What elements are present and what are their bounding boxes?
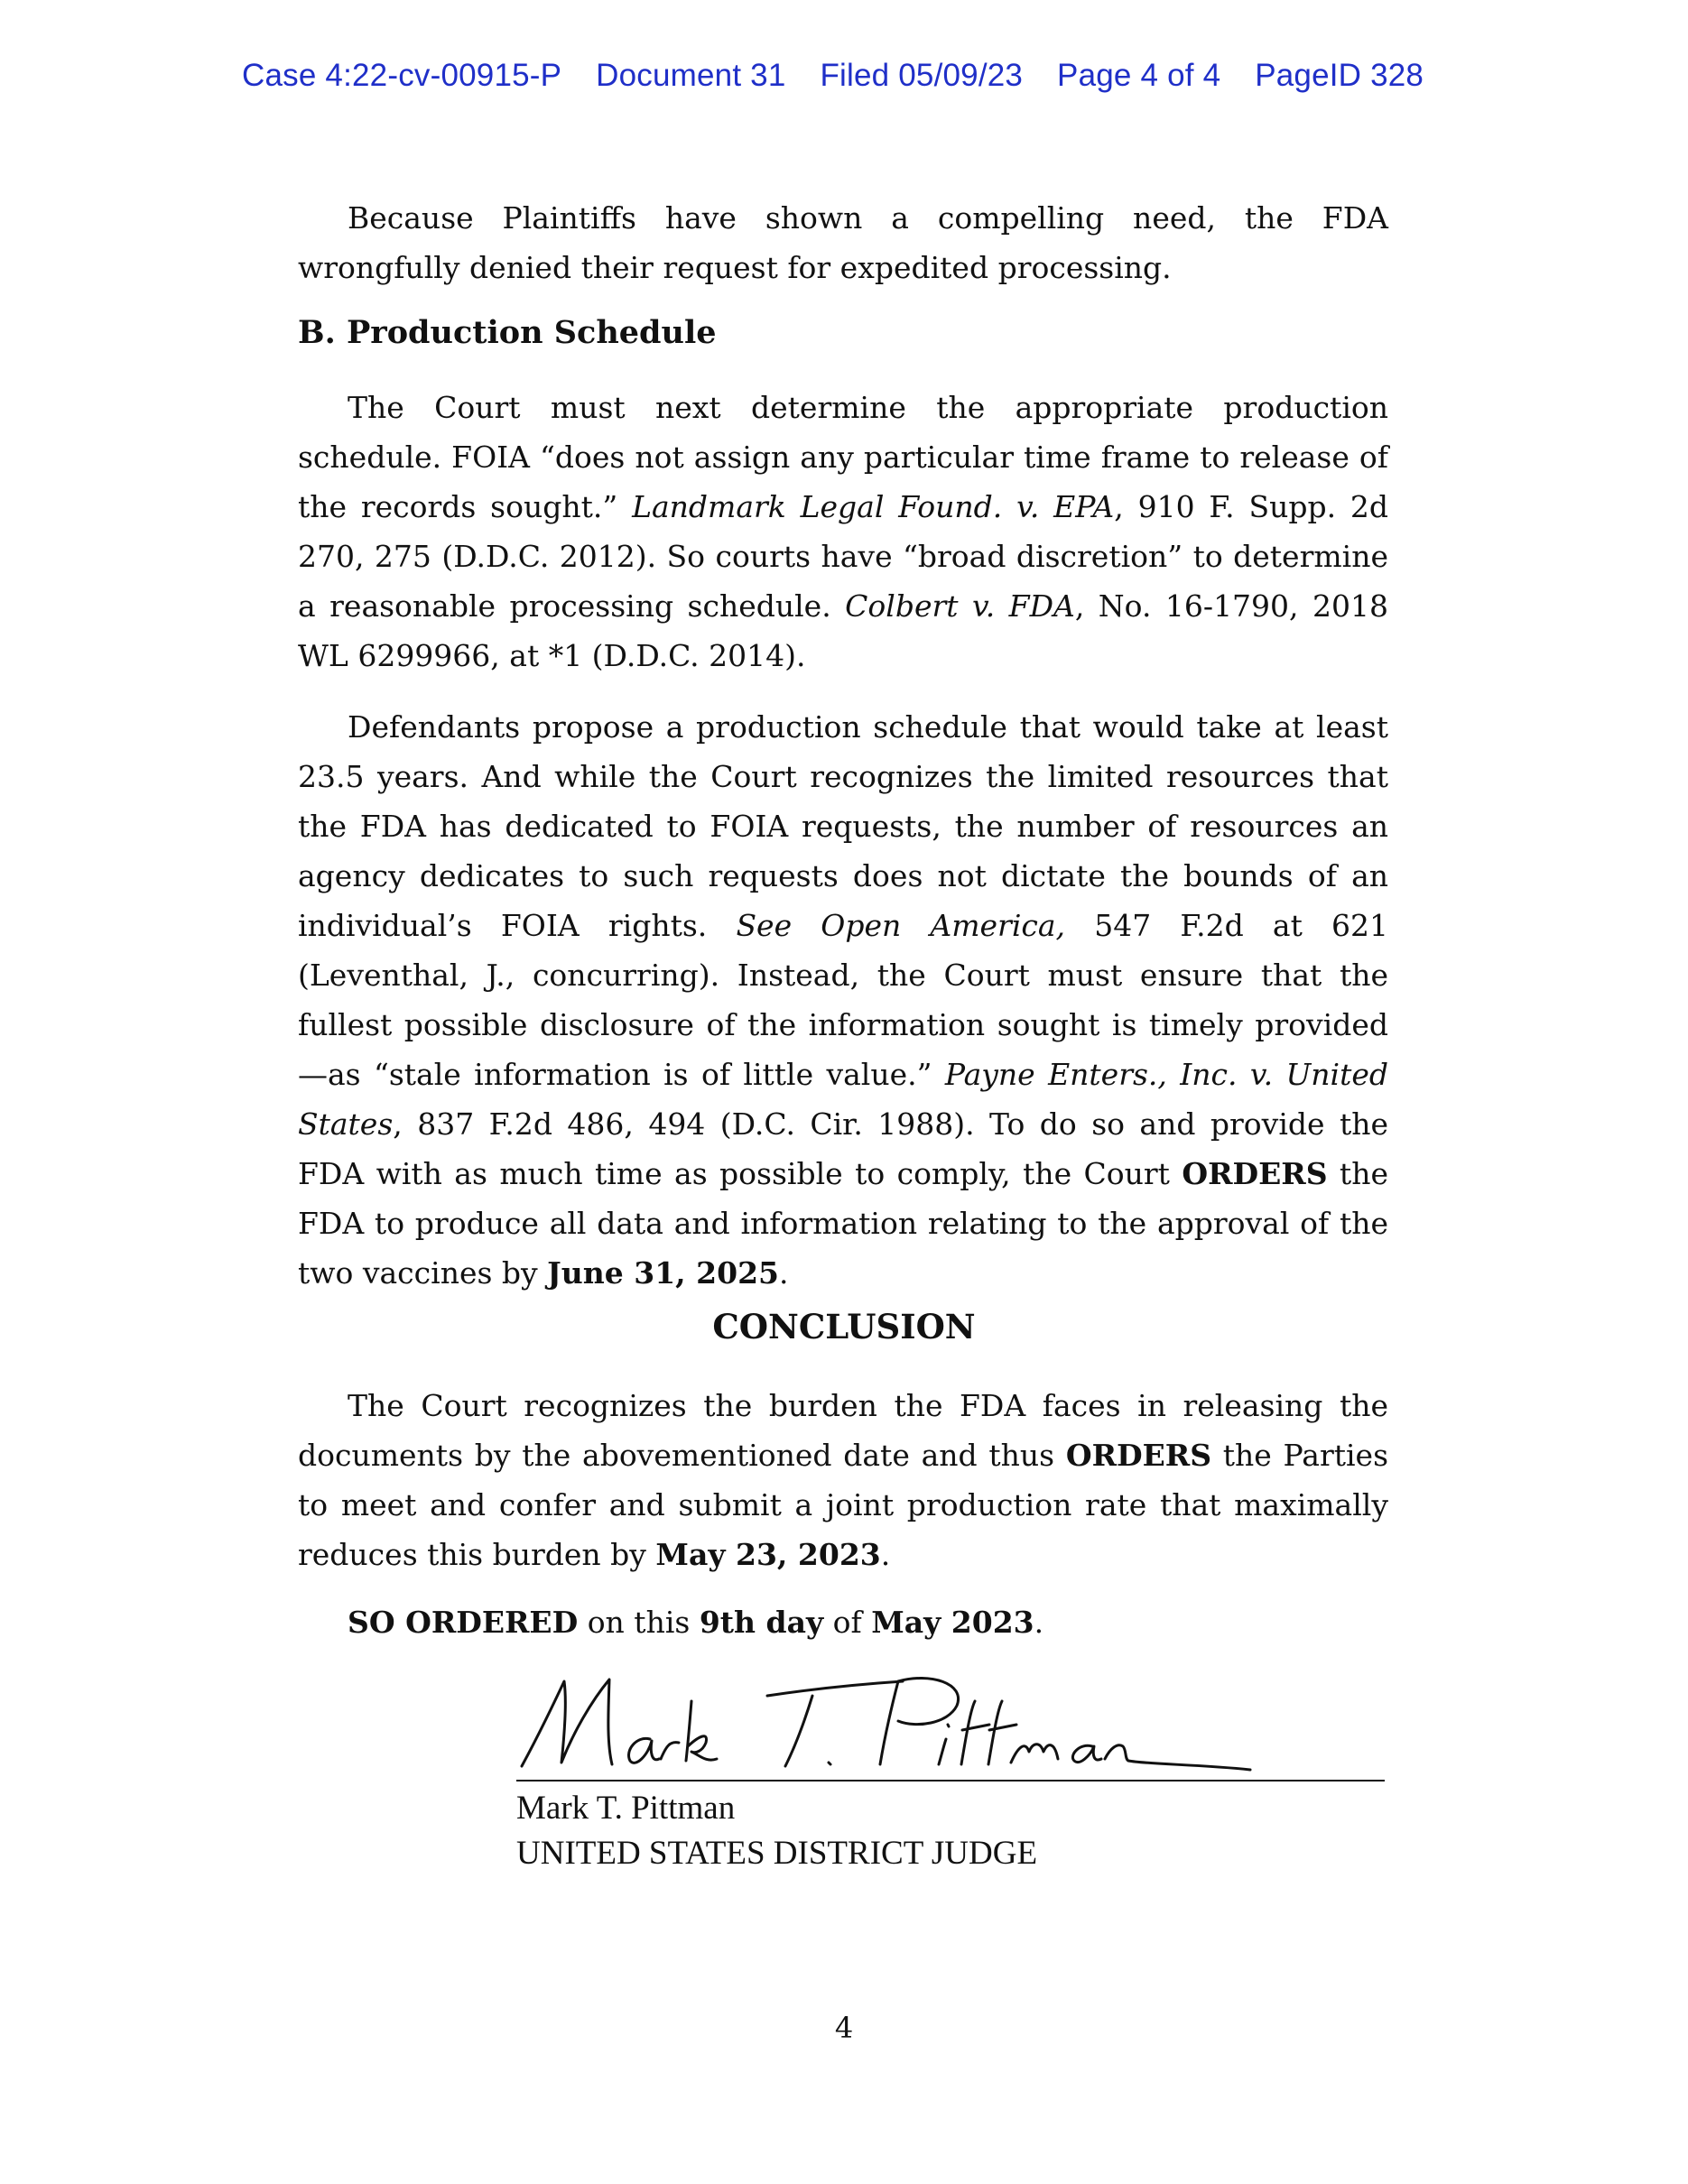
- filed-date: Filed 05/09/23: [820, 58, 1024, 93]
- document-number: Document 31: [596, 58, 786, 93]
- deadline-date: June 31, 2025: [547, 1255, 780, 1291]
- deadline-date: May 23, 2023: [655, 1537, 881, 1572]
- paragraph-text: The Court must next determine the appropriate production schedule. FOIA “does not assign any particular time frame to release of the records sought.” Landmark Legal Found. v. EPA, 910 F. Supp. 2d 270, 275 (D.D.C. 2012). So courts have “broad discretion” to determine a reasonable processing schedule. Colbert v. FDA, No. 16-1790, 2018 WL 6299966, at *1 (D.D.C. 2014).: [298, 390, 1389, 673]
- paragraph-defendants-proposal: [298, 702, 1388, 1298]
- paragraph-expedited: [298, 193, 1388, 292]
- ecf-header: [242, 58, 1424, 94]
- judge-block: [516, 1786, 1037, 1876]
- page-number: 4: [834, 2011, 854, 2045]
- judge-name: Mark T. Pittman: [516, 1790, 736, 1827]
- paragraph-conclusion: [298, 1381, 1388, 1579]
- page-id: PageID 328: [1255, 58, 1424, 93]
- paragraph-production-schedule: [298, 383, 1388, 680]
- judge-title: UNITED STATES DISTRICT JUDGE: [516, 1835, 1038, 1872]
- paragraph-text: Defendants propose a production schedule that would take at least 23.5 years. And while the Court recognizes the limited resources that the FDA has dedicated to FOIA requests, the number of resources an agency dedicates to such requests does not dictate the bounds of an individual’s FOIA rights. See Open America, 547 F.2d at 621 (Leventhal, J., concurring). Instead, the Court must ensure that the fullest possible disclosure of the information sought is timely provided—as “stale information is of little value.” Payne Enters., Inc. v. United States, 837 F.2d 486, 494 (D.C. Cir. 1988). To do so and provide the FDA with as much time as possible to comply, the Court ORDERS the FDA to produce all data and information relating to the approval of the two vaccines by June 31, 2025.: [298, 709, 1388, 1291]
- case-citation: Payne Enters., Inc. v. United States: [298, 1057, 1388, 1142]
- case-number: Case 4:22-cv-00915-P: [242, 58, 562, 93]
- so-ordered-line: [298, 1597, 1388, 1647]
- paragraph-text: SO ORDERED on this 9th day of May 2023.: [348, 1605, 1044, 1640]
- case-citation: See Open America,: [736, 908, 1066, 943]
- conclusion-heading: CONCLUSION: [712, 1307, 976, 1346]
- order-keyword: ORDERS: [1182, 1156, 1328, 1191]
- judge-signature: [515, 1665, 1381, 1782]
- signature-line: [516, 1780, 1385, 1781]
- paragraph-text: Because Plaintiffs have shown a compelling need, the FDA wrongfully denied their request for expedited processing.: [298, 200, 1388, 285]
- paragraph-text: The Court recognizes the burden the FDA faces in releasing the documents by the abovementioned date and thus ORDERS the Parties to meet and confer and submit a joint production rate that maximally reduces this burden by May 23, 2023.: [298, 1388, 1388, 1572]
- order-keyword: ORDERS: [1065, 1438, 1212, 1473]
- case-citation: Landmark Legal Found. v. EPA: [632, 489, 1115, 524]
- page-count: Page 4 of 4: [1057, 58, 1221, 93]
- case-citation: Colbert v. FDA: [845, 588, 1075, 624]
- section-heading-production-schedule: B. Production Schedule: [298, 314, 717, 351]
